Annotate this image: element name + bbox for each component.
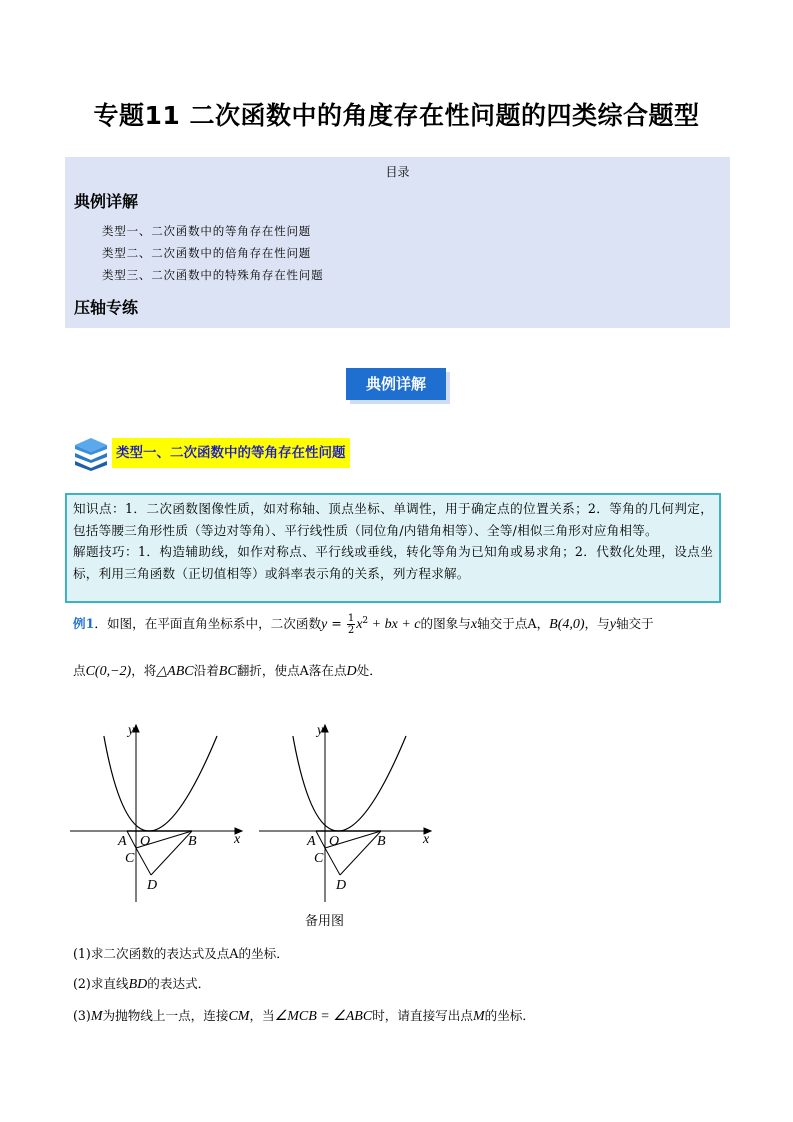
point-label-b: B <box>377 834 386 849</box>
books-icon <box>72 437 110 471</box>
point-label-a: A <box>307 834 316 849</box>
example-number: 例1 <box>73 616 95 631</box>
figure-caption: 备用图 <box>305 914 345 929</box>
example-line-1: 例1．如图，在平面直角坐标系中，二次函数y = $\frac{1}{2}$ $x^2$ + bx + c的图象与x轴交于点A，B(4,0)，与y轴交于 <box>73 613 654 636</box>
solving-tips: 解题技巧：1．构造辅助线，如作对称点、平行线或垂线，转化等角为已知角或易求角；2．代数化处理，设点坐标，利用三角函数（正切值相等）或斜率表示角的关系，列方程求解。 <box>73 544 713 581</box>
section-banner <box>346 364 450 404</box>
knowledge-box <box>65 493 721 603</box>
point-label-o: O <box>329 834 340 849</box>
banner-label: 典例详解 <box>346 368 446 400</box>
toc-section-practice[interactable]: 压轴专练 <box>74 298 139 317</box>
toc-section-examples[interactable]: 典例详解 <box>74 192 139 211</box>
point-label-c: C <box>314 851 324 866</box>
question-2: (2)求直线BD的表达式． <box>73 976 211 992</box>
toc-heading: 目录 <box>385 165 410 179</box>
point-label-d: D <box>336 878 347 893</box>
figure-main <box>70 722 250 907</box>
toc-item-type1[interactable]: 类型一、二次函数中的等角存在性问题 <box>102 224 312 238</box>
point-label-a: A <box>118 834 127 849</box>
axis-label-y: y <box>317 723 324 738</box>
point-label-b: B <box>188 834 197 849</box>
question-1: (1)求二次函数的表达式及点A的坐标． <box>73 946 289 961</box>
point-label-d: D <box>147 878 158 893</box>
knowledge-points: 知识点：1．二次函数图像性质，如对称轴、顶点坐标、单调性，用于确定点的位置关系；2．等角的几何判定，包括等腰三角形性质（等边对等角）、平行线性质（同位角/内错角相等）、全等/相似三角形对应角相等。 <box>73 501 713 538</box>
type-label: 类型一、二次函数中的等角存在性问题 <box>112 438 350 468</box>
toc-item-type3[interactable]: 类型三、二次函数中的特殊角存在性问题 <box>102 268 324 282</box>
fraction: $\frac{1}{2}$ <box>347 613 355 636</box>
axis-label-x: x <box>423 832 430 847</box>
axis-label-y: y <box>128 723 135 738</box>
table-of-contents <box>65 157 730 328</box>
axis-label-x: x <box>234 832 241 847</box>
question-3: (3)M为抛物线上一点，连接CM，当∠MCB = ∠ABC时，请直接写出点M的坐标． <box>73 1008 535 1024</box>
example-line-2: 点C(0,−2)，将△ABC沿着BC翻折，使点A落在点D处． <box>73 663 382 679</box>
figure-spare <box>259 722 439 907</box>
document-title: 专题11 二次函数中的角度存在性问题的四类综合题型 <box>93 101 700 130</box>
point-label-c: C <box>125 851 135 866</box>
point-label-o: O <box>140 834 151 849</box>
toc-item-type2[interactable]: 类型二、二次函数中的倍角存在性问题 <box>102 246 312 260</box>
